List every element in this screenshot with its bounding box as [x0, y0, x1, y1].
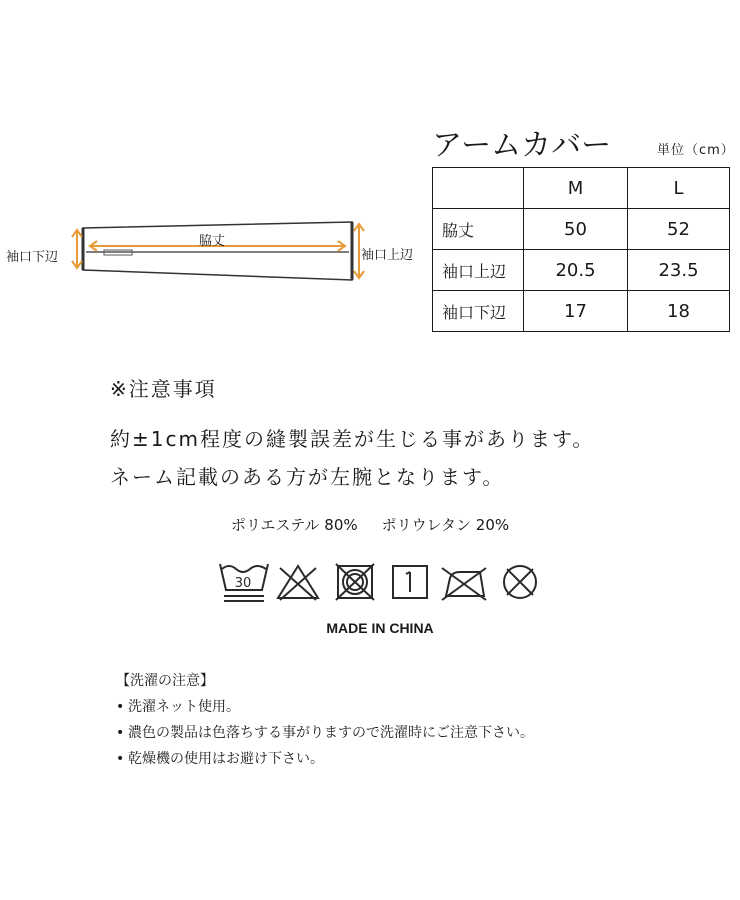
list-item: • 濃色の製品は色落ちする事がりますので洗濯時にご注意下さい。: [116, 720, 534, 746]
no-iron-icon: [442, 568, 486, 600]
washing-notes: [116, 668, 534, 772]
table-row: [433, 209, 730, 250]
table-header-cell: [433, 168, 524, 209]
list-item: • 乾燥機の使用はお避け下さい。: [116, 746, 534, 772]
country-of-origin: MADE IN CHINA: [326, 620, 434, 636]
table-header-row: [433, 168, 730, 209]
bullet: •: [116, 751, 125, 767]
row-label: 袖口下辺: [433, 291, 524, 332]
arm-cover-diagram: [0, 210, 430, 290]
table-cell: 52: [628, 209, 730, 250]
size-table: [432, 167, 730, 332]
wash-temp-text: 30: [234, 576, 252, 591]
list-item: • 洗濯ネット使用。: [116, 694, 534, 720]
notes-heading: ※注意事項: [110, 377, 217, 401]
no-dry-clean-icon: [504, 566, 536, 598]
table-header-cell: M: [524, 168, 628, 209]
material-item: ポリエステル 80%: [230, 516, 358, 534]
washing-heading: 【洗濯の注意】: [116, 673, 214, 689]
table-row: [433, 250, 730, 291]
length-label: 脇丈: [199, 234, 226, 249]
notes-line: ネーム記載のある方が左腕となります。: [110, 465, 505, 489]
material-composition: [0, 514, 740, 535]
table-cell: 23.5: [628, 250, 730, 291]
cuff-top-label: 袖口上辺: [361, 248, 414, 263]
bullet: •: [116, 699, 125, 715]
bullet: •: [116, 725, 125, 741]
notes-section: [110, 370, 594, 496]
table-header-cell: L: [628, 168, 730, 209]
care-icons: [218, 560, 548, 610]
size-table-title: アームカバー: [432, 128, 612, 163]
table-cell: 50: [524, 209, 628, 250]
row-label: 脇丈: [433, 209, 524, 250]
unit-label: 単位（cm）: [657, 143, 735, 158]
line-dry-icon: [393, 566, 427, 598]
no-bleach-icon: [278, 566, 318, 600]
table-cell: 17: [524, 291, 628, 332]
notes-line: 約±1cm程度の縫製誤差が生じる事があります。: [110, 427, 595, 451]
table-row: [433, 291, 730, 332]
row-label: 袖口上辺: [433, 250, 524, 291]
cuff-bottom-label: 袖口下辺: [6, 250, 59, 265]
table-cell: 18: [628, 291, 730, 332]
no-tumble-dry-icon: [336, 564, 374, 600]
material-item: ポリウレタン 20%: [381, 516, 510, 534]
cuff-bottom-arrow: [72, 230, 82, 268]
table-cell: 20.5: [524, 250, 628, 291]
